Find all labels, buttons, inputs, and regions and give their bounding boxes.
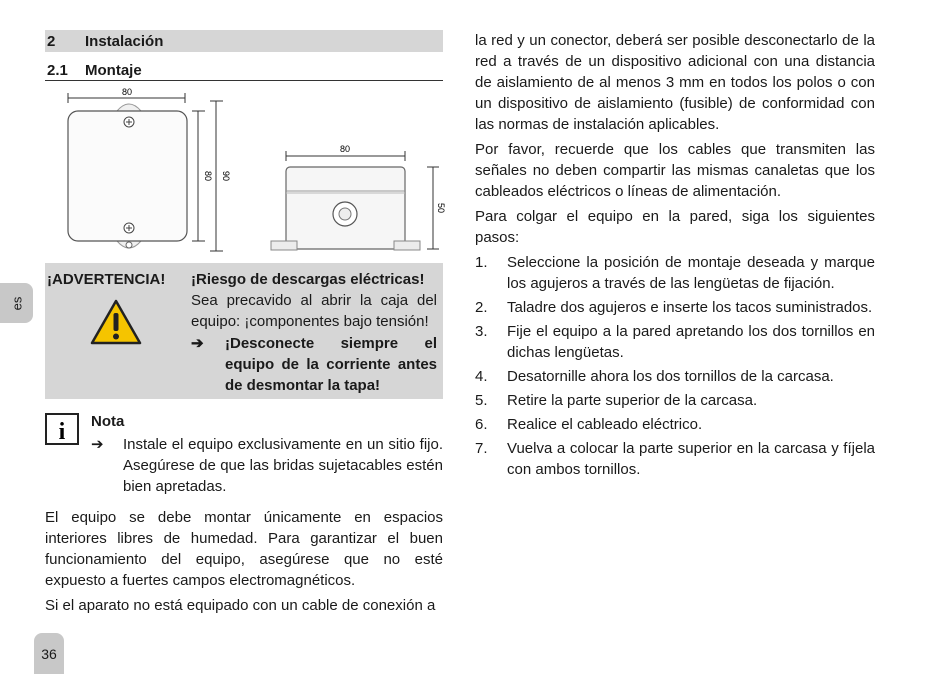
step-number: 1. — [475, 254, 488, 271]
mounting-steps-list — [475, 252, 875, 480]
body-paragraph: Por favor, recuerde que los cables que transmiten las señales no deben compartir las mismas canaletas que los cableados eléctricos o líneas de alimentación. — [475, 141, 875, 200]
step-number: 4. — [475, 368, 488, 385]
warning-action: ¡Desconecte siempre el equipo de la corriente antes de desmontar la tapa! — [225, 335, 437, 394]
mounting-diagram — [45, 87, 446, 257]
arrow-icon: ➔ — [191, 335, 204, 352]
mounting-dimension-drawing — [45, 87, 446, 257]
note-title: Nota — [91, 413, 125, 430]
section-number: 2 — [47, 32, 56, 50]
info-icon-letter: i — [58, 419, 66, 445]
page-number: 36 — [41, 645, 57, 662]
list-item — [475, 252, 875, 294]
left-column — [45, 30, 446, 620]
arrow-icon: ➔ — [91, 436, 104, 453]
outer-height-label: 90 — [221, 170, 231, 182]
step-number: 5. — [475, 392, 488, 409]
note-box — [45, 411, 443, 497]
step-text: Taladre dos agujeros e inserte los tacos suministrados. — [507, 299, 873, 316]
section-heading — [45, 30, 443, 52]
body-paragraph: Si el aparato no está equipado con un cable de conexión a — [45, 597, 436, 614]
step-text: Fije el equipo a la pared apretando los dos tornillos en dichas lengüetas. — [507, 323, 875, 361]
section-title: Instalación — [85, 32, 164, 50]
list-item — [475, 297, 875, 318]
step-text: Desatornille ahora los dos tornillos de la carcasa. — [507, 368, 834, 385]
step-number: 6. — [475, 416, 488, 433]
warning-box — [45, 263, 443, 399]
body-paragraph: Para colgar el equipo en la pared, siga los siguientes pasos: — [475, 208, 875, 246]
body-paragraph: la red y un conector, deberá ser posible desconectarlo de la red a través de un dispositivo adicional con una distancia de aislamiento de al menos 3 mm en todos los polos o con un dispositivo de aislamiento (fusible) de conformidad con las normas de instalación aplicables. — [475, 32, 875, 133]
inner-height-label: 80 — [203, 170, 213, 182]
list-item — [475, 414, 875, 435]
subsection-heading — [45, 60, 443, 81]
list-item — [475, 390, 875, 411]
step-number: 2. — [475, 299, 488, 316]
step-text: Vuelva a colocar la parte superior en la carcasa y fíjela con ambos tornillos. — [507, 440, 875, 478]
warning-triangle-icon — [89, 298, 143, 346]
note-text: Instale el equipo exclusivamente en un sitio fijo. Asegúrese de que las bridas sujetacables estén bien apretadas. — [123, 436, 443, 495]
side-height-label: 50 — [436, 202, 446, 214]
list-item — [475, 438, 875, 480]
subsection-number: 2.1 — [47, 61, 68, 79]
page-number-tab — [34, 633, 64, 674]
step-number: 7. — [475, 440, 488, 457]
right-column — [475, 30, 875, 483]
step-number: 3. — [475, 323, 488, 340]
step-text: Realice el cableado eléctrico. — [507, 416, 703, 433]
warning-text: Sea precavido al abrir la caja del equipo: ¡componentes bajo tensión! — [191, 292, 437, 330]
step-text: Retire la parte superior de la carcasa. — [507, 392, 758, 409]
step-text: Seleccione la posición de montaje deseada y marque los agujeros a través de las lengüetas de fijación. — [507, 254, 875, 292]
top-width-label: 80 — [121, 87, 133, 97]
list-item — [475, 366, 875, 387]
language-code: es — [8, 296, 24, 310]
language-tab — [0, 283, 33, 323]
side-width-label: 80 — [339, 144, 351, 154]
body-paragraph: El equipo se debe montar únicamente en espacios interiores libres de humedad. Para garantizar el buen funcionamiento del equipo, asegúrese que no esté expuesto a fuertes campos electromagnéticos. — [45, 509, 443, 589]
list-item — [475, 321, 875, 363]
warning-heading: ¡Riesgo de descargas eléctricas! — [191, 271, 425, 288]
warning-label: ¡ADVERTENCIA! — [47, 271, 166, 288]
info-icon — [45, 413, 79, 445]
subsection-title: Montaje — [85, 61, 142, 79]
